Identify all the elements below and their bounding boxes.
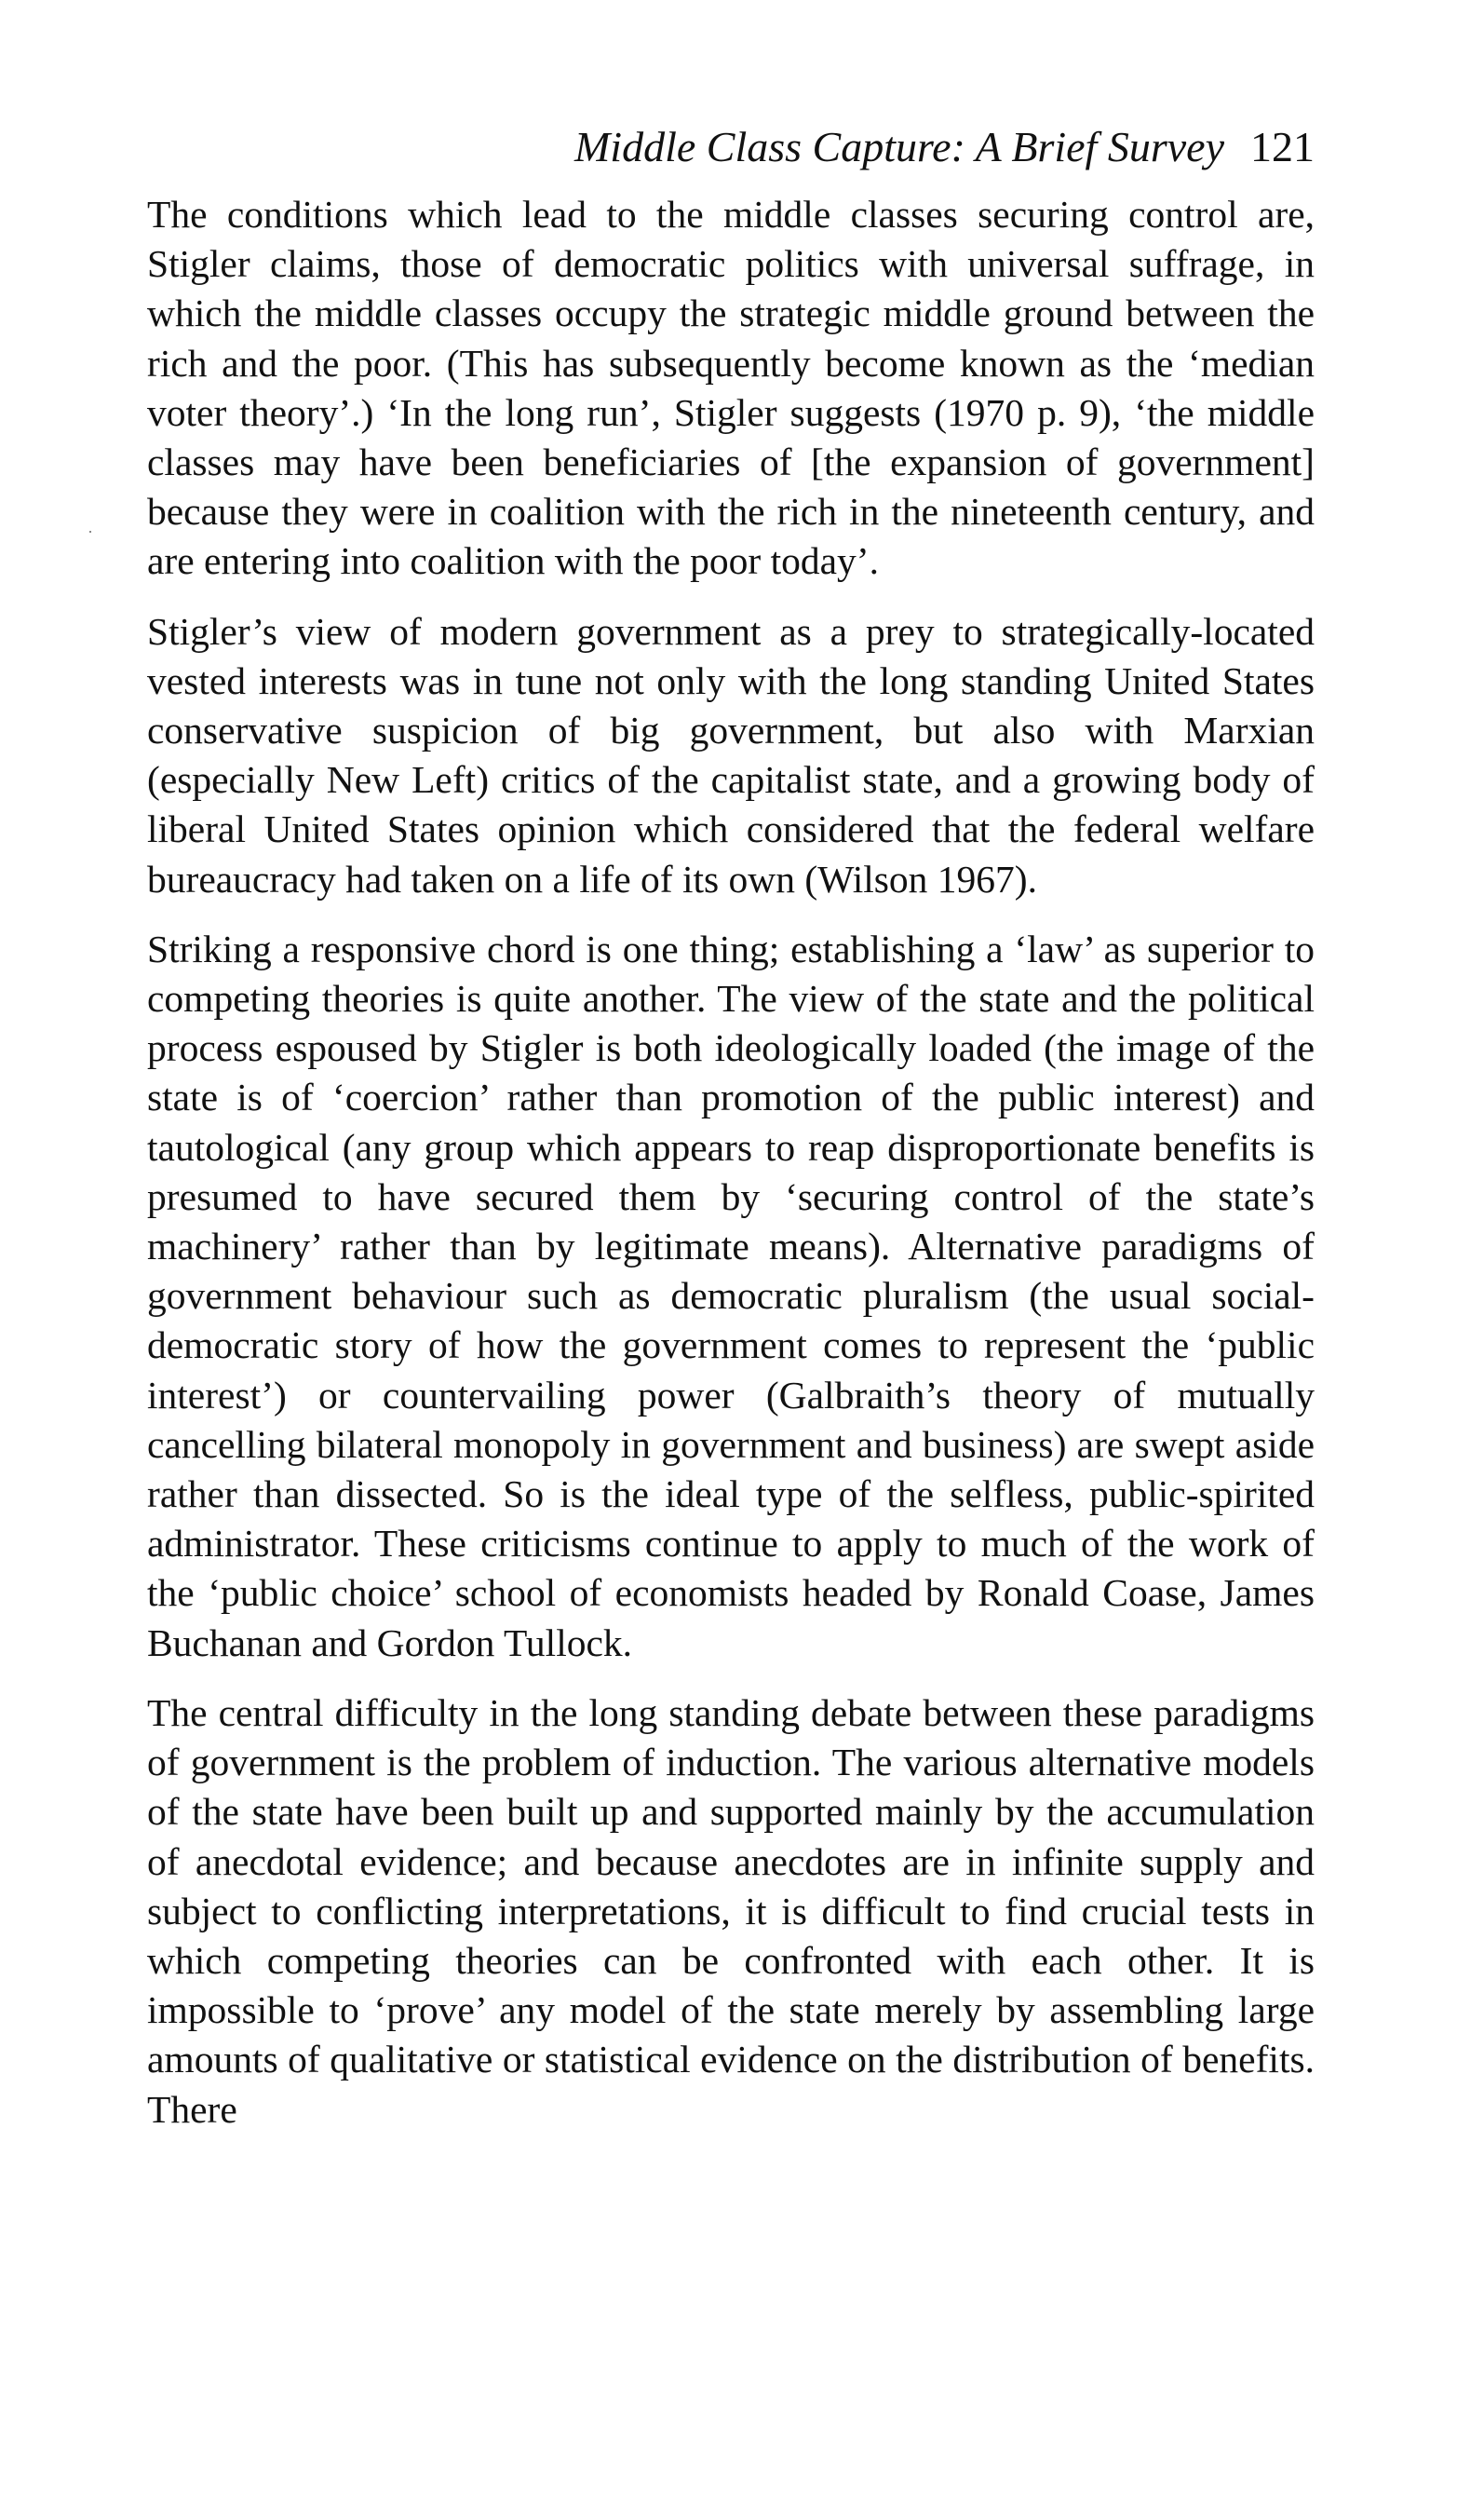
running-title: Middle Class Capture: A Brief Survey [573, 123, 1224, 170]
book-page [147, 121, 1315, 2155]
body-text [147, 190, 1315, 2135]
page-number: 121 [1250, 123, 1315, 170]
scan-speck [89, 531, 91, 533]
paragraph-4: The central difficulty in the long standing debate between these paradigms of government is the problem of induction. The various alternative models of the state have been built up and supported mainly by the accumulation of anecdotal evidence; and because anecdotes are in infinite supply and subject to conflicting interpretations, it is difficult to find crucial tests in which competing theories can be confronted with each other. It is impossible to ‘prove’ any model of the state merely by assembling large amounts of qualitative or statistical evidence on the distribution of benefits. There [147, 1690, 1315, 2131]
paragraph-2: Stigler’s view of modern government as a prey to strategically-located vested interests was in tune not only with the long standing United States conservative suspicion of big government, but also with Marxian (especially New Left) critics of the capitalist state, and a growing body of liberal United States opinion which considered that the federal welfare bureaucracy had taken on a life of its own (Wilson 1967). [147, 609, 1315, 901]
running-head [147, 121, 1315, 173]
paragraph-3: Striking a responsive chord is one thing; establishing a ‘law’ as superior to competing theories is quite another. The view of the state and the political process espoused by Stigler is both ideologically loaded (the image of the state is of ‘coercion’ rather than promotion of the public interest) and tautological (any group which appears to reap disproportionate benefits is presumed to have secured them by ‘securing control of the state’s machinery’ rather than by legitimate means). Alternative paradigms of government behaviour such as democratic pluralism (the usual social-democratic story of how the government comes to represent the ‘public interest’) or countervailing power (Galbraith’s theory of mutually cancelling bilateral monopoly in government and business) are swept aside rather than dissected. So is the ideal type of the selfless, public-spirited administrator. These criticisms continue to apply to much of the work of the ‘public choice’ school of economists headed by Ronald Coase, James Buchanan and Gordon Tullock. [147, 927, 1315, 1664]
paragraph-1: The conditions which lead to the middle classes securing control are, Stigler claims, those of democratic politics with universal suffrage, in which the middle classes occupy the strategic middle ground between the rich and the poor. (This has subsequently become known as the ‘median voter theory’.) ‘In the long run’, Stigler suggests (1970 p. 9), ‘the middle classes may have been beneficiaries of [the expansion of government] because they were in coalition with the rich in the nineteenth century, and are entering into coalition with the poor today’. [147, 193, 1315, 583]
